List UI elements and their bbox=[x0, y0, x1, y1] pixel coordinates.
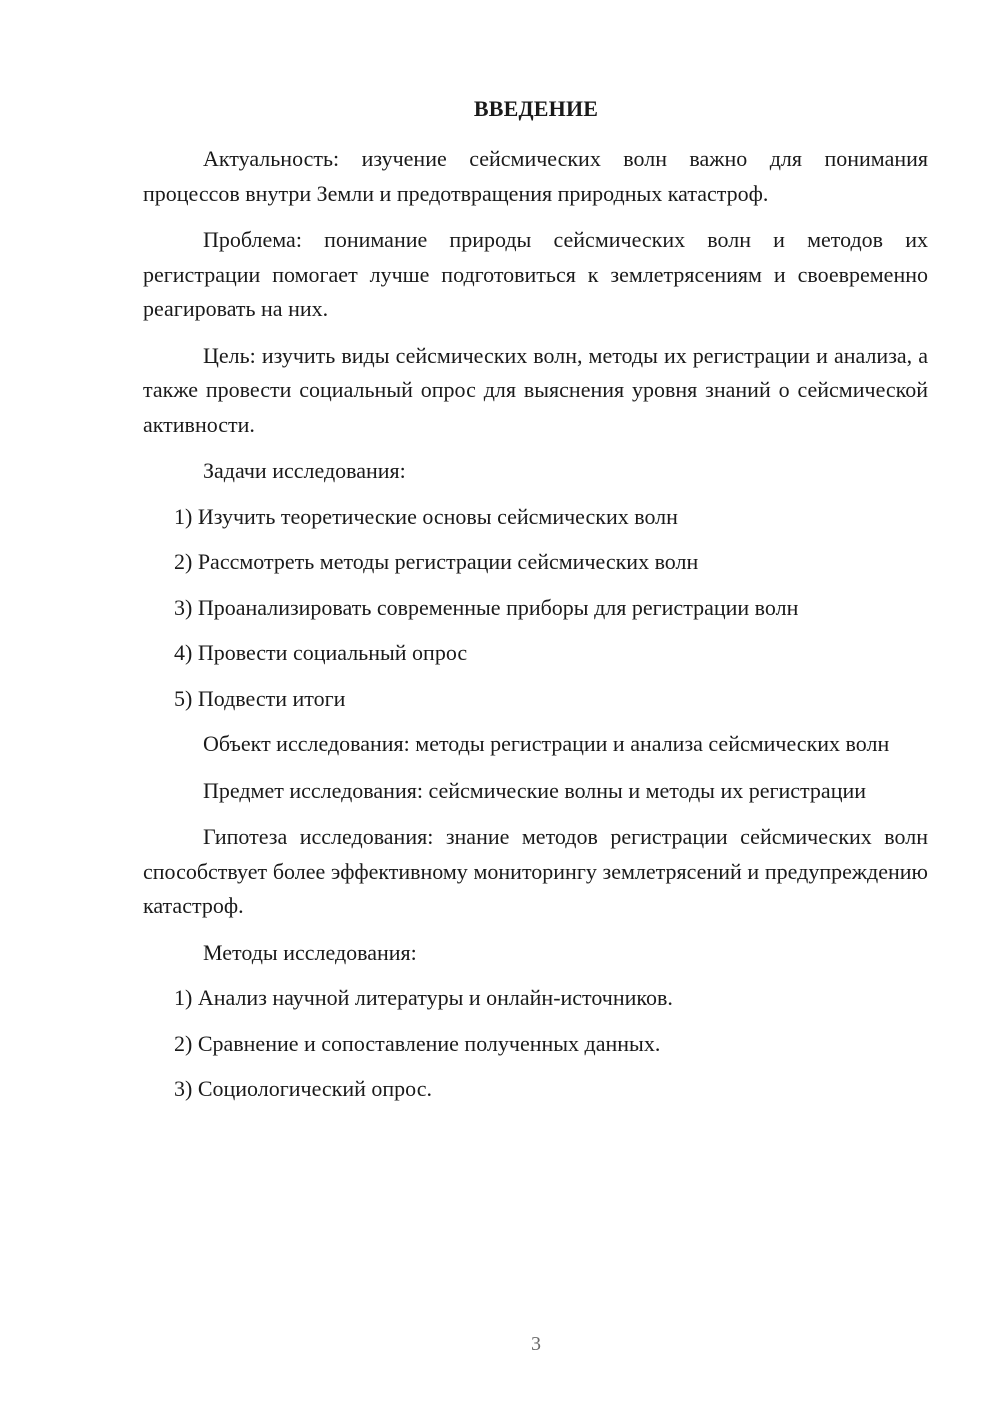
tasks-heading: Задачи исследования: bbox=[203, 458, 406, 483]
subject-paragraph: Предмет исследования: сейсмические волны и методы их регистрации bbox=[203, 777, 867, 803]
page-title: ВВЕДЕНИЕ bbox=[473, 96, 599, 121]
document-body bbox=[143, 142, 928, 1118]
relevance-paragraph: Актуальность: изучение сейсмических волн важно для понимания процессов внутри Земли и предотвращения природных катастроф. bbox=[143, 146, 928, 206]
task-item: 2) Рассмотреть методы регистрации сейсмических волн bbox=[174, 549, 699, 574]
task-item: 1) Изучить теоретические основы сейсмических волн bbox=[174, 503, 678, 529]
hypothesis-paragraph: Гипотеза исследования: знание методов регистрации сейсмических волн способствует более эффективному мониторингу землетрясений и предупреждению катастроф. bbox=[143, 824, 928, 918]
object-paragraph: Объект исследования: методы регистрации и анализа сейсмических волн bbox=[203, 731, 890, 756]
problem-paragraph: Проблема: понимание природы сейсмических волн и методов их регистрации помогает лучше подготовиться к землетрясениям и своевременно реагировать на них. bbox=[143, 227, 928, 321]
method-item: 1) Анализ научной литературы и онлайн-источников. bbox=[174, 985, 673, 1010]
methods-heading: Методы исследования: bbox=[203, 939, 417, 965]
task-item: 4) Провести социальный опрос bbox=[174, 640, 468, 665]
method-item: 3) Социологический опрос. bbox=[174, 1076, 432, 1101]
method-item: 2) Сравнение и сопоставление полученных данных. bbox=[174, 1030, 661, 1056]
task-item: 3) Проанализировать современные приборы для регистрации волн bbox=[174, 594, 799, 620]
page-number: 3 bbox=[531, 1333, 541, 1355]
task-item: 5) Подвести итоги bbox=[174, 685, 346, 711]
goal-paragraph: Цель: изучить виды сейсмических волн, методы их регистрации и анализа, а также провести социальный опрос для выяснения уровня знаний о сейсмической активности. bbox=[143, 342, 928, 437]
